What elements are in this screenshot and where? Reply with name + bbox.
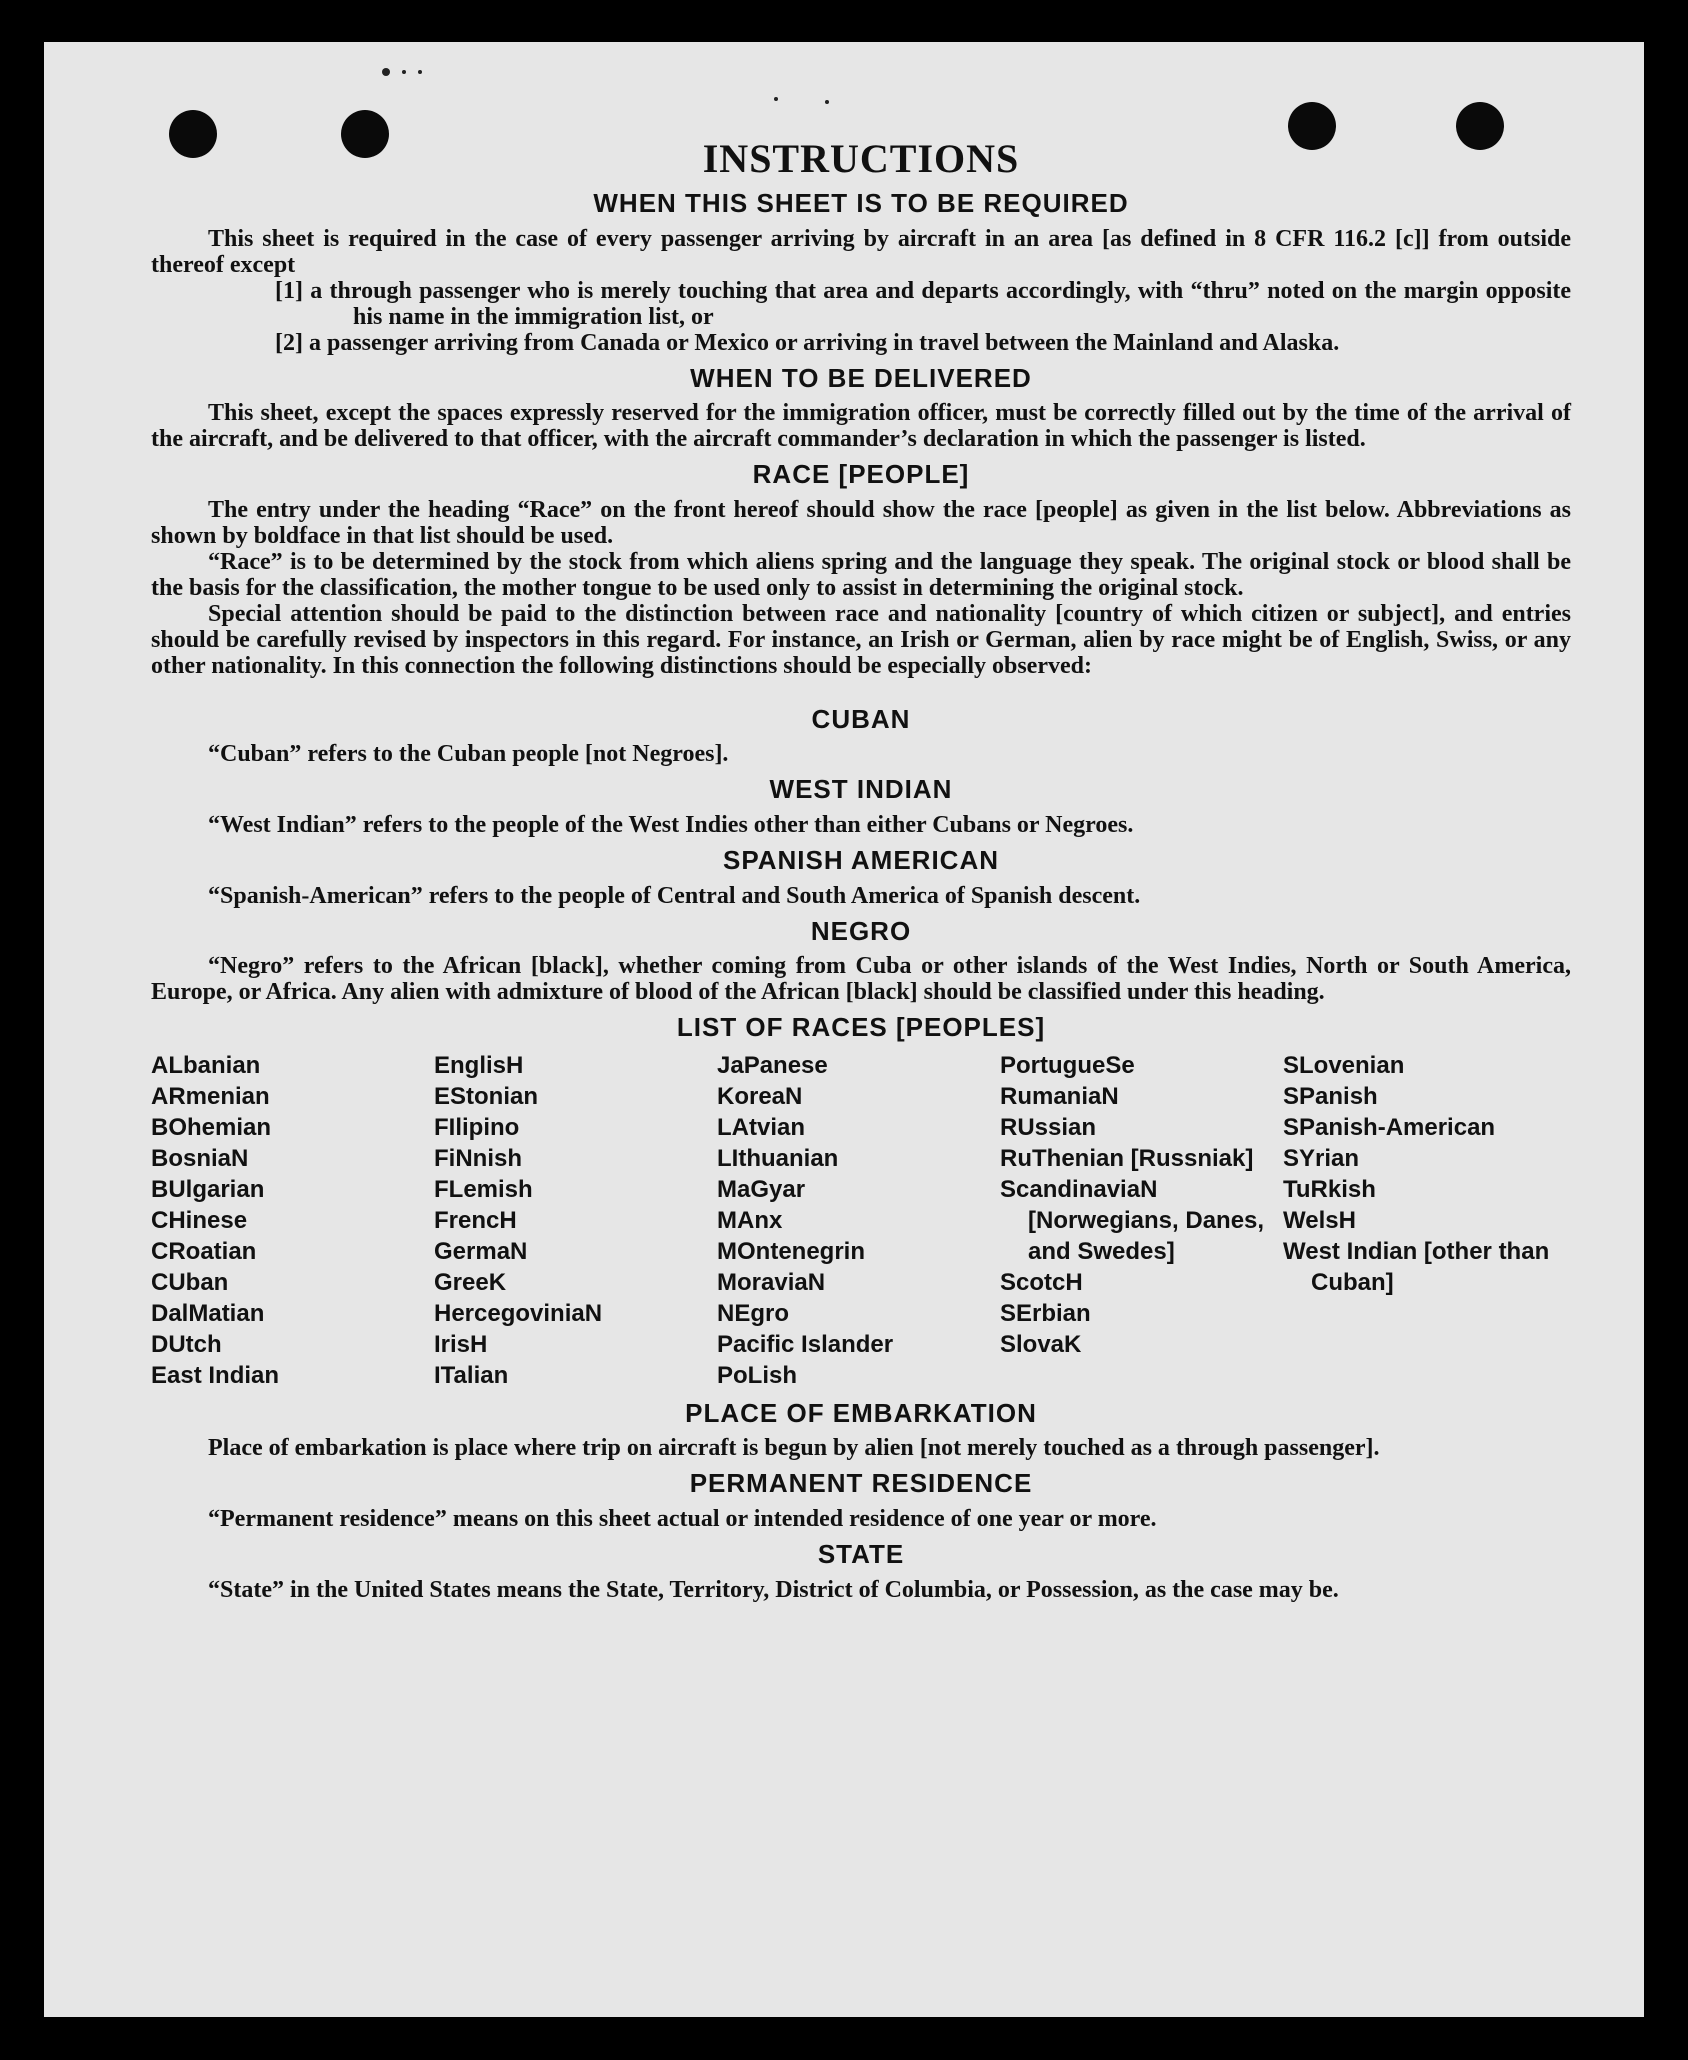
speck [402, 70, 406, 74]
race-item: HercegoviniaN [434, 1299, 603, 1327]
race-item: CHinese [151, 1206, 248, 1234]
race-item: BOhemian [151, 1113, 272, 1141]
race-item: IrisH [434, 1330, 488, 1358]
race-item: KoreaN [717, 1082, 803, 1110]
heading-when-required: WHEN THIS SHEET IS TO BE REQUIRED [593, 188, 1129, 218]
heading-west-indian: WEST INDIAN [769, 774, 953, 805]
negro-text: “Negro” refers to the African [black], whether coming from Cuba or other islands of the West Indies, North or South America, Europe, or Africa. Any alien with admixture of blood of the African [black] should be classified under this heading. [151, 953, 1571, 1006]
race-item: RuThenian [Russniak] [1000, 1144, 1254, 1172]
race-item: DalMatian [151, 1299, 265, 1327]
race-item: ARmenian [151, 1082, 270, 1110]
race-item: FIlipino [434, 1113, 520, 1141]
race-item: BUlgarian [151, 1175, 265, 1203]
when-delivered-text: This sheet, except the spaces expressly reserved for the immigration officer, must be correctly filled out by the time of the arrival of the aircraft, and be delivered to that officer, with the aircraft commander’s declaration in which the passenger is listed. [151, 400, 1571, 453]
race-item: SlovaK [1000, 1330, 1082, 1358]
race-column [434, 1050, 717, 1391]
race-item: FrencH [434, 1206, 517, 1234]
embarkation-text: Place of embarkation is place where trip on aircraft is begun by alien [not merely touched as a through passenger]. [208, 1435, 1380, 1462]
residence-text: “Permanent residence” means on this sheet actual or intended residence of one year or more. [208, 1505, 1157, 1532]
race-item: LIthuanian [717, 1144, 839, 1172]
race-item: FLemish [434, 1175, 533, 1203]
heading-list-of-races: LIST OF RACES [PEOPLES] [676, 1012, 1046, 1043]
heading-place-of-embarkation: PLACE OF EMBARKATION [685, 1397, 1037, 1428]
race-paragraph-1: The entry under the heading “Race” on the front hereof should show the race [people] as given in the list below. Abbreviations as shown by boldface in that list should be used. [151, 496, 1571, 549]
instruction-sheet [44, 42, 1644, 2017]
speck [774, 97, 778, 101]
race-column [1283, 1050, 1566, 1391]
race-item: SPanish [1283, 1082, 1378, 1110]
race-item: FiNnish [434, 1144, 522, 1172]
race-item: CRoatian [151, 1237, 257, 1265]
race-item: PortugueSe [1000, 1051, 1135, 1079]
race-item: MoraviaN [717, 1268, 826, 1296]
race-item: JaPanese [717, 1051, 828, 1079]
spanish-american-text: “Spanish-American” refers to the people of Central and South America of Spanish descent. [208, 882, 1141, 909]
heading-cuban: CUBAN [811, 703, 911, 734]
heading-permanent-residence: PERMANENT RESIDENCE [689, 1468, 1033, 1499]
race-item: GreeK [434, 1268, 507, 1296]
race-item: SLovenian [1283, 1051, 1405, 1079]
race-item: LAtvian [717, 1113, 806, 1141]
exception-item-1: [1] a through passenger who is merely touching that area and departs accordingly, with “thru” noted on the margin opposite his name in the immigration list, or [275, 277, 1571, 330]
race-item: CUban [151, 1268, 229, 1296]
race-item: BosniaN [151, 1144, 249, 1172]
race-column [1000, 1050, 1283, 1391]
heading-spanish-american: SPANISH AMERICAN [722, 844, 999, 875]
race-item: NEgro [717, 1299, 789, 1327]
race-item: DUtch [151, 1330, 222, 1358]
speck [418, 70, 422, 74]
race-item: ScotcH [1000, 1268, 1083, 1296]
race-item: SYrian [1283, 1144, 1360, 1172]
race-item: GermaN [434, 1237, 528, 1265]
race-item: West Indian [other than Cuban] [1283, 1237, 1550, 1296]
heading-negro: NEGRO [810, 915, 912, 946]
race-item: MAnx [717, 1206, 783, 1234]
race-item: EStonian [434, 1082, 539, 1110]
race-item: TuRkish [1283, 1175, 1376, 1203]
heading-race: RACE [PEOPLE] [752, 459, 970, 490]
race-item: RumaniaN [1000, 1082, 1119, 1110]
race-item: EnglisH [434, 1051, 524, 1079]
race-item: MaGyar [717, 1175, 806, 1203]
west-indian-text: “West Indian” refers to the people of the West Indies other than either Cubans or Negroes. [208, 811, 1134, 838]
race-item: Pacific Islander [717, 1330, 894, 1358]
race-item: SErbian [1000, 1299, 1091, 1327]
race-item: East Indian [151, 1361, 280, 1389]
state-text: “State” in the United States means the State, Territory, District of Columbia, or Possession, as the case may be. [208, 1576, 1339, 1603]
race-item: MOntenegrin [717, 1237, 865, 1265]
race-paragraph-3: Special attention should be paid to the distinction between race and nationality [country of which citizen or subject], and entries should be carefully revised by inspectors in this regard. For instance, an Irish or German, alien by race might be of English, Swiss, or any other nationality. In this connection the following distinctions should be especially observed: [151, 600, 1571, 679]
race-item: ScandinaviaN [Norwegians, Danes, and Swedes] [1000, 1175, 1265, 1265]
page-title: INSTRUCTIONS [702, 136, 1020, 181]
race-column [151, 1050, 434, 1391]
when-required-intro: This sheet is required in the case of every passenger arriving by aircraft in an area [as defined in 8 CFR 116.2 [c]] from outside thereof except [151, 225, 1571, 278]
race-item: WelsH [1283, 1206, 1356, 1234]
exception-item-2: [2] a passenger arriving from Canada or Mexico or arriving in travel between the Mainland and Alaska. [275, 329, 1340, 356]
race-item: SPanish-American [1283, 1113, 1496, 1141]
heading-when-delivered: WHEN TO BE DELIVERED [690, 362, 1032, 393]
race-column [717, 1050, 1000, 1391]
speck [825, 100, 829, 104]
race-list [151, 1050, 1571, 1391]
race-item: ALbanian [151, 1051, 261, 1079]
instructions-content [151, 137, 1571, 1603]
cuban-text: “Cuban” refers to the Cuban people [not Negroes]. [208, 741, 729, 768]
speck [382, 68, 390, 76]
race-paragraph-2: “Race” is to be determined by the stock from which aliens spring and the language they speak. The original stock or blood shall be the basis for the classification, the mother tongue to be used only to assist in determining the original stock. [151, 548, 1571, 601]
heading-state: STATE [817, 1538, 905, 1569]
race-item: PoLish [717, 1361, 798, 1389]
race-item: RUssian [1000, 1113, 1097, 1141]
race-item: ITalian [434, 1361, 509, 1389]
